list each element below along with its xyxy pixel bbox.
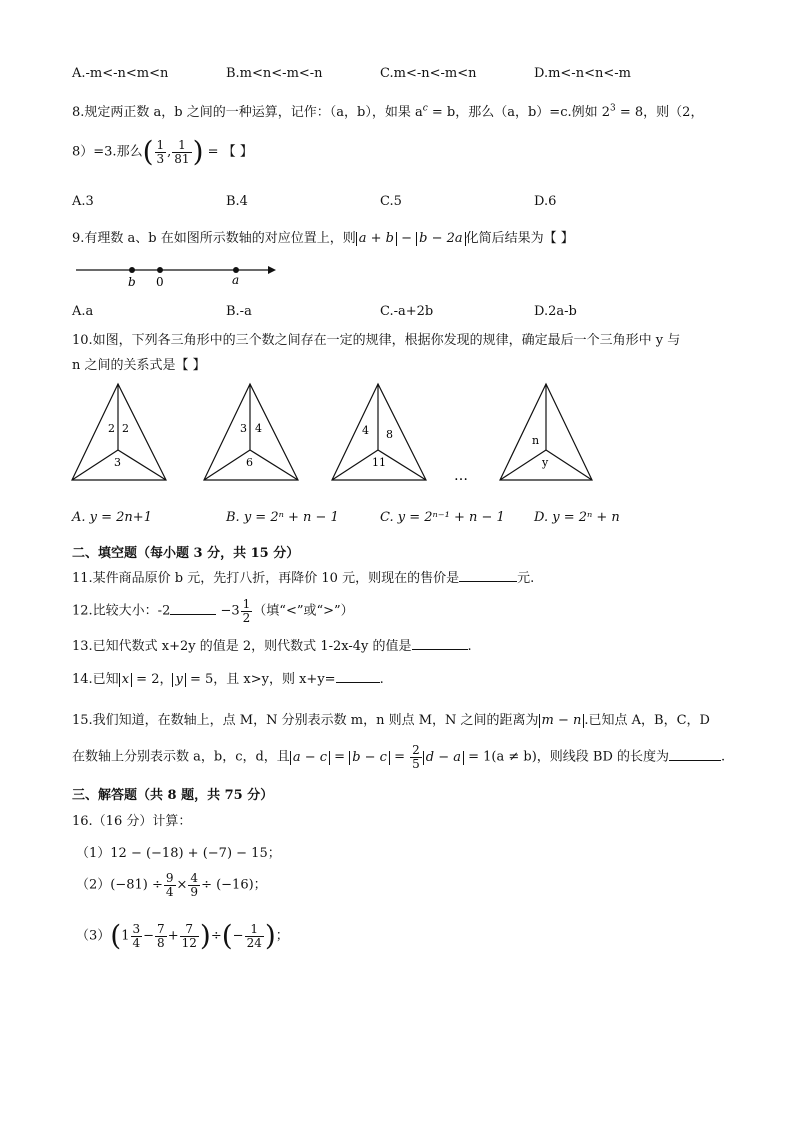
t2-left: 3 (240, 422, 247, 435)
q8-line2: 8）=3.那么( $\frac{1}{3}$ , $\frac{1}{81}$ ) = 【 】 (72, 135, 253, 168)
label-0: 0 (156, 275, 164, 289)
q10-option-a: A. y = 2n+1 (72, 510, 152, 525)
t3-bottom: 11 (372, 456, 386, 469)
q14: 14.已知 x = 2， y = 5，且 x>y，则 x+y= . (72, 672, 384, 687)
t4-bottom: y (542, 456, 549, 469)
q12: 12.比较大小：-2 −3 $\frac{1}{2}$ （填“<”或“>”） (72, 597, 354, 625)
t2-right: 4 (255, 422, 262, 435)
triangle-2 (204, 384, 298, 480)
q10-line2: n 之间的关系式是【 】 (72, 358, 206, 373)
t2-bottom: 6 (246, 456, 253, 469)
q10-option-c: C. y = 2ⁿ⁻¹ + n − 1 (380, 510, 505, 525)
label-b: b (128, 275, 136, 289)
t1-left: 2 (108, 422, 115, 435)
t1-bottom: 3 (114, 456, 121, 469)
q15-line1: 15.我们知道，在数轴上，点 M，N 分别表示数 m，n 则点 M，N 之间的距离为 m − n .已知点 A，B，C，D (72, 713, 710, 728)
q7-option-c: C.m<-n<-m<n (380, 66, 477, 81)
point-b (129, 267, 135, 273)
t1-right: 2 (122, 422, 129, 435)
q7-option-b: B.m<n<-m<-n (226, 66, 323, 81)
q10-option-d: D. y = 2ⁿ + n (534, 510, 620, 525)
label-a: a (232, 273, 240, 287)
q16-part1: （1）12 − (−18) + (−7) − 15； (76, 846, 281, 861)
q9-option-c: C.-a+2b (380, 304, 434, 319)
t3-right: 8 (386, 428, 393, 441)
q9-option-b: B.-a (226, 304, 252, 319)
q8-option-d: D.6 (534, 194, 557, 209)
q8-option-b: B.4 (226, 194, 248, 209)
t4-left: n (532, 434, 540, 447)
triangle-pattern (70, 382, 610, 488)
q13: 13.已知代数式 x+2y 的值是 2，则代数式 1-2x-4y 的值是 . (72, 639, 472, 654)
q7-option-a: A.-m<-n<m<n (72, 66, 169, 81)
q10-option-b: B. y = 2ⁿ + n − 1 (226, 510, 339, 525)
q9-option-a: A.a (72, 304, 94, 319)
q10-line1: 10.如图，下列各三角形中的三个数之间存在一定的规律，根据你发现的规律，确定最后一个三角形中 y 与 (72, 333, 681, 348)
q16-part3: （3）(1 $\frac{3}{4}$ − $\frac{7}{8}$ + $\frac{7}{12}$ )÷(− $\frac{1}{24}$ )； (76, 919, 289, 952)
triangle-3 (332, 384, 426, 480)
number-line (72, 258, 282, 294)
q16-part2: （2）(−81) ÷ $\frac{9}{4}$ × $\frac{4}{9}$ ÷ (−16)； (76, 871, 267, 899)
q15-line2: 在数轴上分别表示数 a，b，c，d，且 a − c = b − c = $\frac{2}{5}$ d − a = 1(a ≠ b)，则线段 BD 的长度为 . (72, 743, 726, 771)
q11: 11.某件商品原价 b 元，先打八折，再降价 10 元，则现在的售价是 元. (72, 571, 535, 586)
q8-option-a: A.3 (72, 194, 94, 209)
q7-option-d: D.m<-n<n<-m (534, 66, 631, 81)
q8-option-c: C.5 (380, 194, 402, 209)
q9-option-d: D.2a-b (534, 304, 577, 319)
ellipsis: … (454, 468, 468, 484)
t3-left: 4 (362, 424, 369, 437)
section-2-heading: 二、填空题（每小题 3 分，共 15 分） (72, 546, 300, 561)
triangle-4 (500, 384, 592, 480)
triangle-1 (72, 384, 166, 480)
q9-text: 9.有理数 a、b 在如图所示数轴的对应位置上，则 a + b − b − 2a 化简后结果为【 】 (72, 231, 574, 246)
point-0 (157, 267, 163, 273)
q8-line1: 8.规定两正数 a，b 之间的一种运算，记作：（a，b），如果 $a^c = b$，那么（a，b）=c.例如 $2^3 = 8$，则（2， (72, 103, 704, 120)
section-3-heading: 三、解答题（共 8 题，共 75 分） (72, 788, 274, 803)
q16-title: 16.（16 分）计算： (72, 814, 192, 829)
